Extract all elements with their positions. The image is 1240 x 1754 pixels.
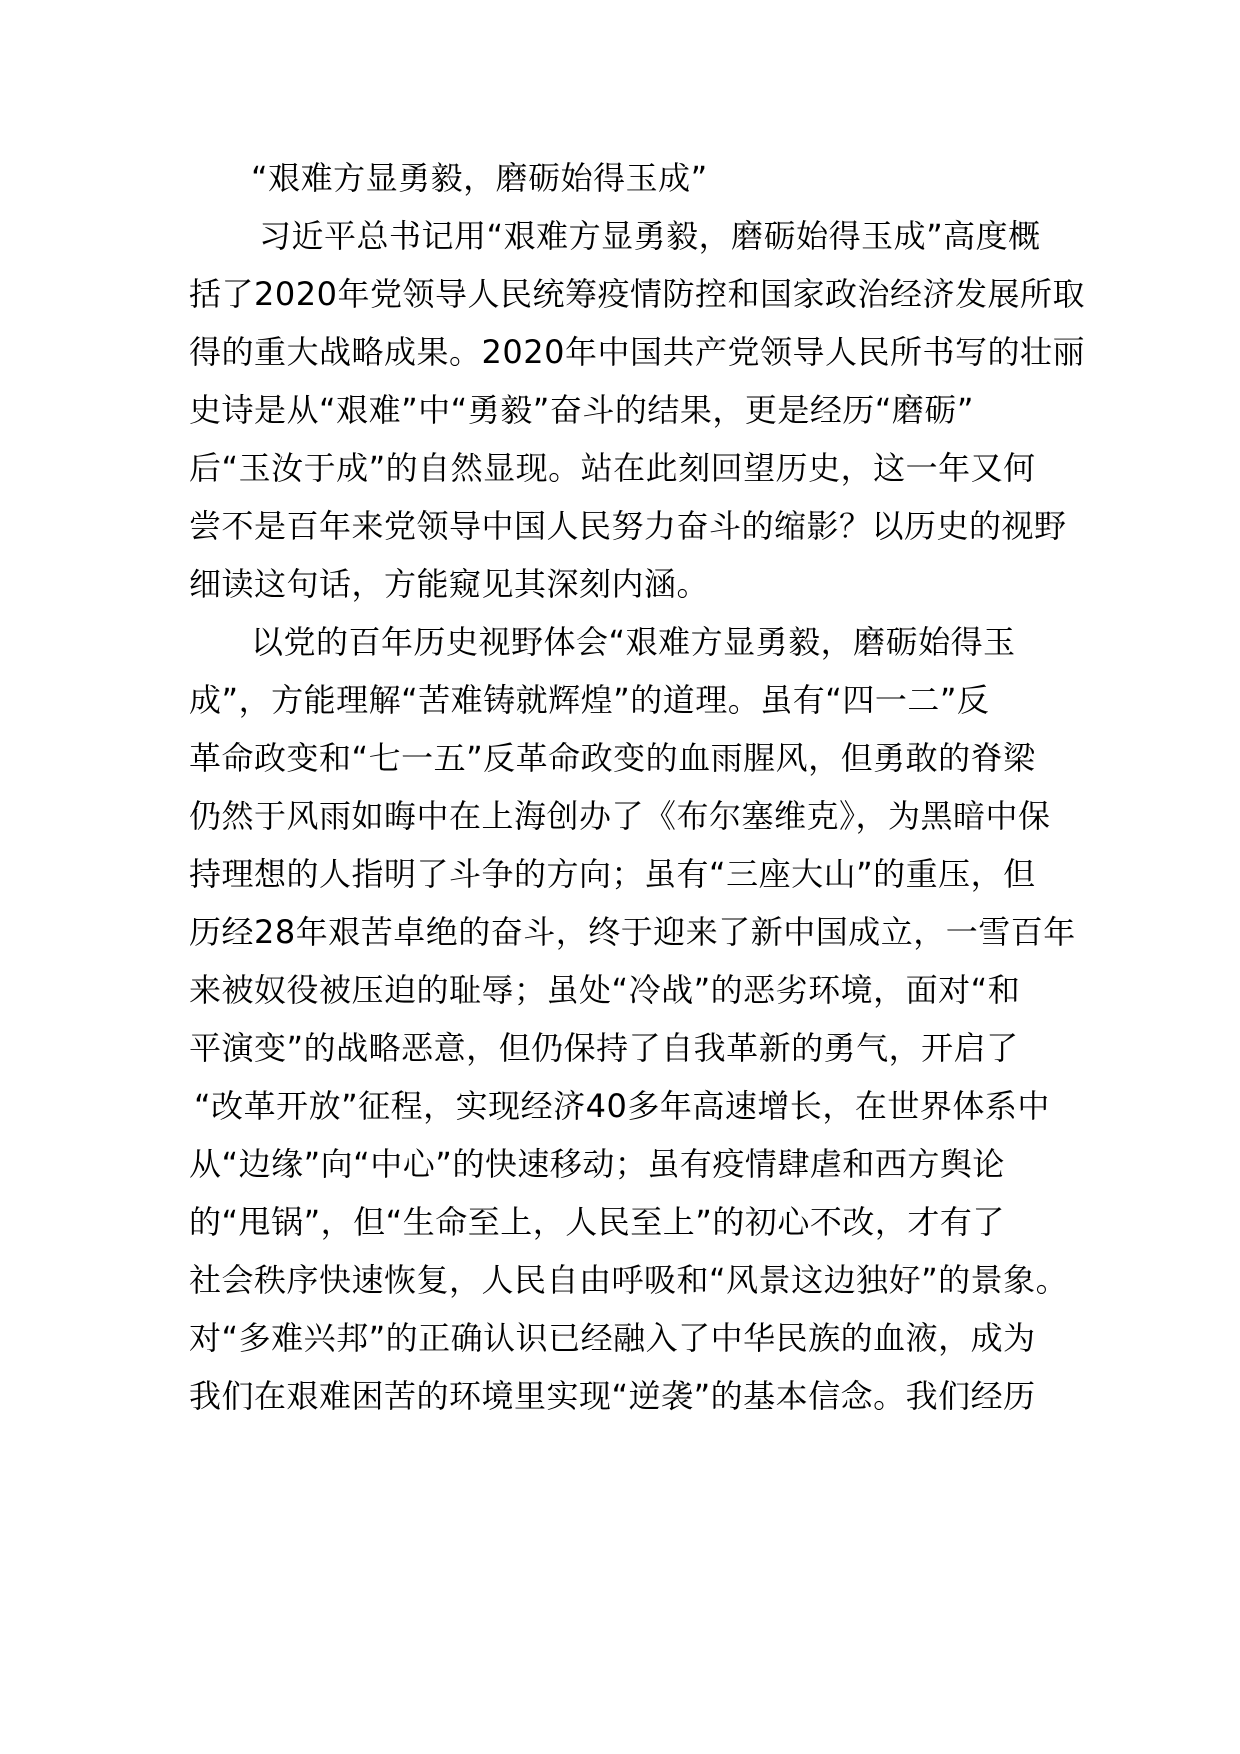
paragraph-line: 史诗是从“艰难”中“勇毅”奋斗的结果，更是经历“磨砺” <box>189 391 974 429</box>
paragraph-line: 我们在艰难困苦的环境里实现“逆袭”的基本信念。我们经历 <box>189 1377 1036 1415</box>
paragraph-line: 平演变”的战略恶意，但仍保持了自我革新的勇气，开启了 <box>189 1029 1019 1067</box>
paragraph-line: 对“多难兴邦”的正确认识已经融入了中华民族的血液，成为 <box>189 1319 1036 1357</box>
paragraph-line: 持理想的人指明了斗争的方向；虽有“三座大山”的重压，但 <box>189 855 1036 893</box>
paragraph-line: 尝不是百年来党领导中国人民努力奋斗的缩影？以历史的视野 <box>189 507 1067 545</box>
paragraph-line: 历经28年艰苦卓绝的奋斗，终于迎来了新中国成立，一雪百年 <box>189 913 1076 951</box>
paragraph-line: 从“边缘”向“中心”的快速移动；虽有疫情肆虐和西方舆论 <box>189 1145 1005 1183</box>
paragraph-line: 细读这句话，方能窥见其深刻内涵。 <box>189 565 710 603</box>
paragraph-line: 得的重大战略成果。2020年中国共产党领导人民所书写的壮丽 <box>189 333 1085 371</box>
paragraph-line: 后“玉汝于成”的自然显现。站在此刻回望历史，这一年又何 <box>189 449 1036 487</box>
paragraph-line: 以党的百年历史视野体会“艰难方显勇毅，磨砺始得玉 <box>251 623 1016 661</box>
paragraph-line: 习近平总书记用“艰难方显勇毅，磨砺始得玉成”高度概 <box>259 217 1041 255</box>
document-title: “艰难方显勇毅，磨砺始得玉成” <box>251 159 708 197</box>
paragraph-line: 来被奴役被压迫的耻辱；虽处“冷战”的恶劣环境，面对“和 <box>189 971 1021 1009</box>
paragraph-line: 成”，方能理解“苦难铸就辉煌”的道理。虽有“四一二”反 <box>189 681 990 719</box>
paragraph-line: 仍然于风雨如晦中在上海创办了《布尔塞维克》，为黑暗中保 <box>189 797 1051 835</box>
paragraph-line: 括了2020年党领导人民统筹疫情防控和国家政治经济发展所取 <box>189 275 1085 313</box>
paragraph-line: 社会秩序快速恢复，人民自由呼吸和“风景这边独好”的景象。 <box>189 1261 1069 1299</box>
paragraph-line: “改革开放”征程，实现经济40多年高速增长，在世界体系中 <box>194 1087 1050 1125</box>
paragraph-line: 的“甩锅”，但“生命至上，人民至上”的初心不改，才有了 <box>189 1203 1005 1241</box>
paragraph-line: 革命政变和“七一五”反革命政变的血雨腥风，但勇敢的脊梁 <box>189 739 1036 777</box>
